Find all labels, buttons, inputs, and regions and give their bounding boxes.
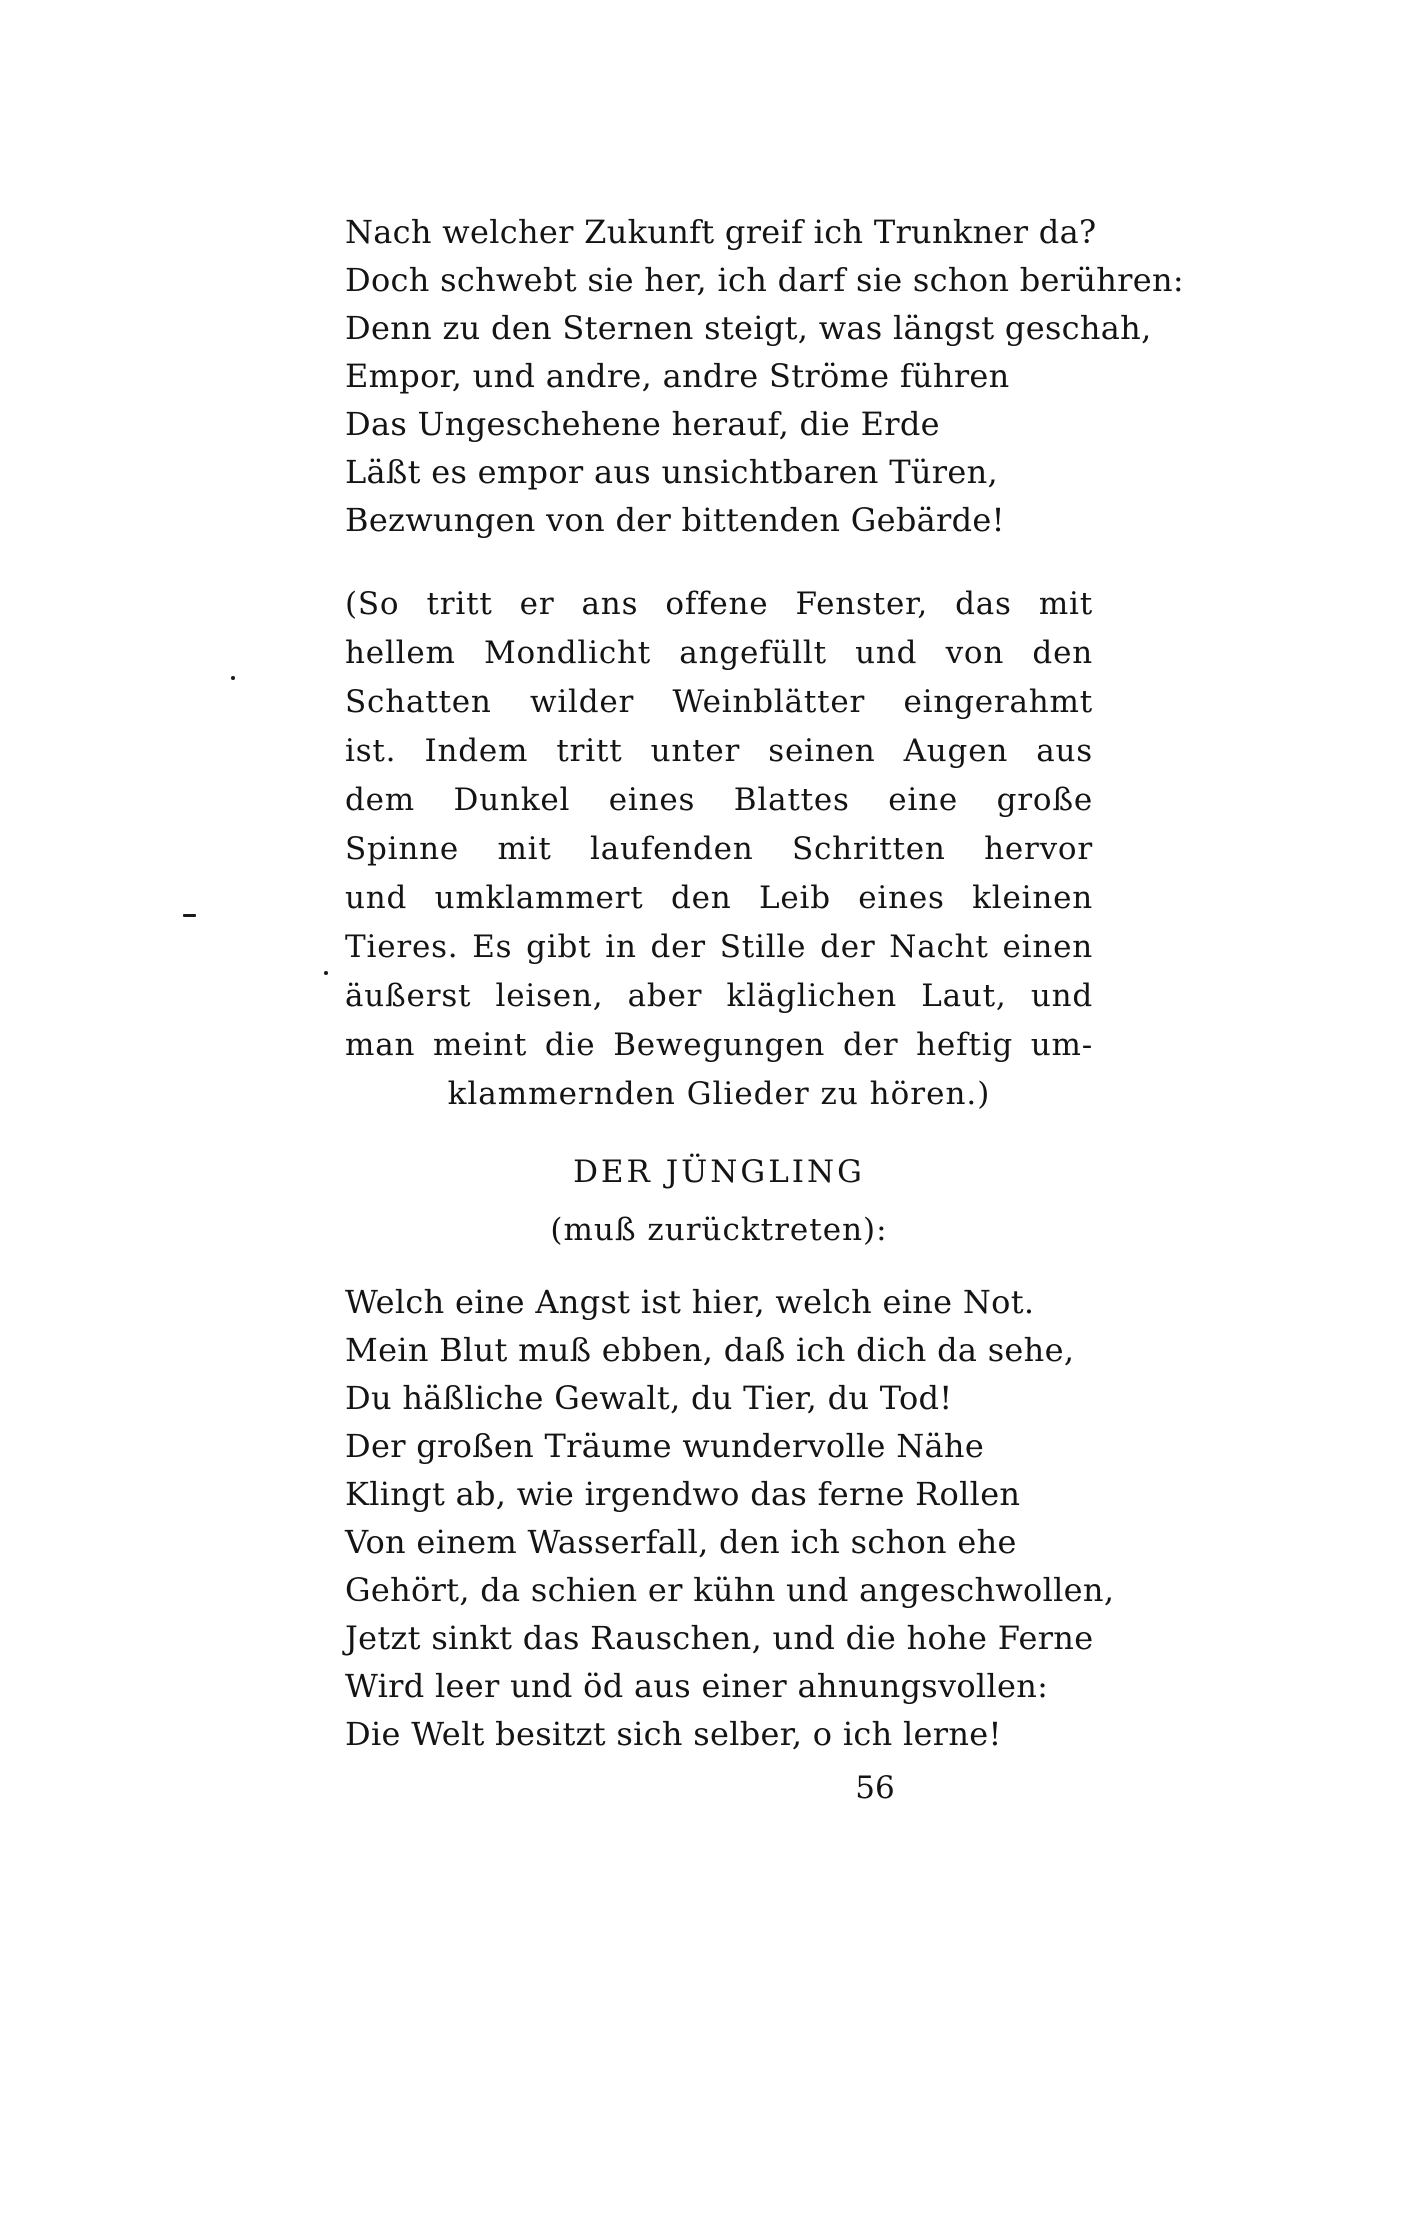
poem-line: Der großen Träume wundervolle Nähe [345, 1427, 985, 1465]
stage-direction [345, 580, 1093, 1119]
speaker-stage-note: (muß zurücktreten): [550, 1212, 888, 1248]
poem-stanza-1 [345, 208, 1184, 544]
stage-direction-line: Tieres. Es gibt in der Stille der Nacht einen [345, 929, 1093, 965]
stage-direction-line: dem Dunkel eines Blattes eine große [345, 782, 1093, 818]
stage-direction-line: äußerst leisen, aber kläglichen Laut, und [345, 978, 1093, 1014]
poem-line: Mein Blut muß ebben, daß ich dich da sehe, [345, 1331, 1075, 1369]
poem-line: Klingt ab, wie irgendwo das ferne Rollen [345, 1475, 1021, 1513]
poem-line: Die Welt besitzt sich selber, o ich lerne! [345, 1715, 1002, 1753]
stage-direction-line: Spinne mit laufenden Schritten hervor [345, 831, 1093, 867]
poem-line: Doch schwebt sie her, ich darf sie schon berühren: [345, 261, 1184, 299]
stage-direction-line: ist. Indem tritt unter seinen Augen aus [345, 733, 1093, 769]
poem-line: Von einem Wasserfall, den ich schon ehe [345, 1523, 1017, 1561]
poem-line: Das Ungeschehene herauf, die Erde [345, 405, 940, 443]
poem-line: Bezwungen von der bittenden Gebärde! [345, 501, 1005, 539]
poem-line: Gehört, da schien er kühn und angeschwollen, [345, 1571, 1115, 1609]
poem-line: Läßt es empor aus unsichtbaren Türen, [345, 453, 998, 491]
page-number: 56 [855, 1770, 895, 1806]
poem-line: Welch eine Angst ist hier, welch eine Not. [345, 1283, 1035, 1321]
poem-line: Denn zu den Sternen steigt, was längst geschah, [345, 309, 1152, 347]
scan-artifact-dot [324, 971, 328, 975]
scan-artifact-dash [183, 914, 196, 917]
speaker-name: DER JÜNGLING [573, 1154, 865, 1190]
stage-direction-line: und umklammert den Leib eines kleinen [345, 880, 1093, 916]
poem-line: Nach welcher Zukunft greif ich Trunkner da? [345, 213, 1097, 251]
scan-artifact-dot [231, 676, 235, 680]
poem-line: Du häßliche Gewalt, du Tier, du Tod! [345, 1379, 953, 1417]
poem-line: Wird leer und öd aus einer ahnungsvollen: [345, 1667, 1049, 1705]
poem-stanza-2 [345, 1278, 1115, 1758]
poem-line: Jetzt sinkt das Rauschen, und die hohe Ferne [345, 1619, 1094, 1657]
stage-direction-line: hellem Mondlicht angefüllt und von den [345, 635, 1093, 671]
stage-direction-line: klammernden Glieder zu hören.) [447, 1076, 991, 1112]
stage-direction-line: (So tritt er ans offene Fenster, das mit [345, 586, 1093, 622]
stage-direction-line: Schatten wilder Weinblätter eingerahmt [345, 684, 1093, 720]
poem-line: Empor, und andre, andre Ströme führen [345, 357, 1010, 395]
stage-direction-line: man meint die Bewegungen der heftig um- [345, 1027, 1093, 1063]
